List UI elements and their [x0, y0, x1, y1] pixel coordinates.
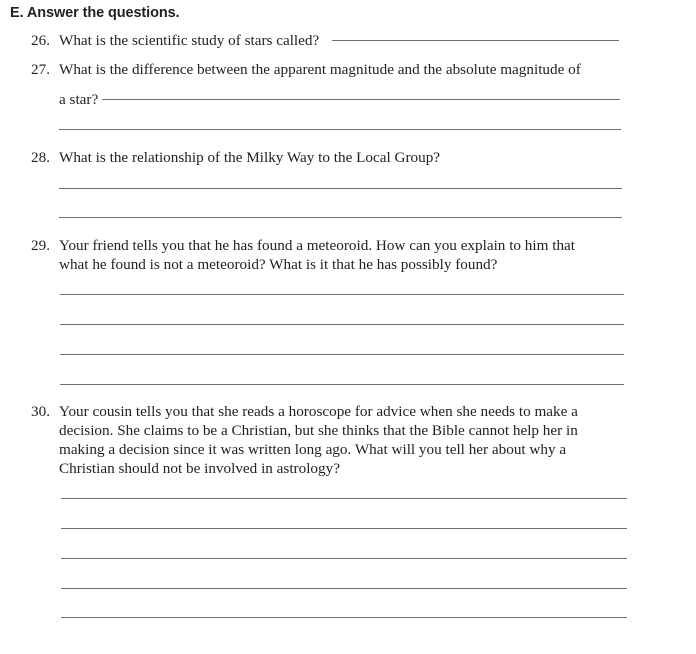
answer-line-27-2[interactable]	[59, 129, 621, 130]
question-number: 30.	[31, 403, 50, 420]
question-number: 26.	[31, 32, 50, 49]
question-text-line: a star?	[59, 91, 99, 108]
question-text-line: Christian should not be involved in astrology?	[59, 460, 340, 477]
answer-line-30-2[interactable]	[61, 528, 627, 529]
answer-line-30-4[interactable]	[61, 588, 627, 589]
answer-line-30-5[interactable]	[61, 617, 627, 618]
question-text-line: Your cousin tells you that she reads a horoscope for advice when she needs to make a	[59, 403, 578, 420]
question-text-line: What is the scientific study of stars called?	[59, 32, 320, 49]
answer-line-30-3[interactable]	[61, 558, 627, 559]
question-number: 27.	[31, 61, 50, 78]
answer-line-28-2[interactable]	[59, 217, 622, 218]
question-number: 29.	[31, 237, 50, 254]
question-text-line: What is the difference between the apparent magnitude and the absolute magnitude of	[59, 61, 581, 78]
answer-line-29-4[interactable]	[60, 384, 624, 385]
question-text-line: making a decision since it was written long ago. What will you tell her about why a	[59, 441, 567, 458]
answer-line-29-1[interactable]	[60, 294, 624, 295]
answer-line-29-2[interactable]	[60, 324, 624, 325]
question-text-line: decision. She claims to be a Christian, but she thinks that the Bible cannot help her in	[59, 422, 578, 439]
question-number: 28.	[31, 149, 50, 166]
question-text-line: Your friend tells you that he has found a meteoroid. How can you explain to him that	[59, 237, 575, 254]
answer-line-30-1[interactable]	[61, 498, 627, 499]
answer-line-26-1[interactable]	[332, 40, 619, 41]
answer-line-28-1[interactable]	[59, 188, 622, 189]
answer-line-27-1[interactable]	[102, 99, 620, 100]
question-text-line: what he found is not a meteoroid? What is it that he has possibly found?	[59, 256, 498, 273]
question-text-line: What is the relationship of the Milky Way to the Local Group?	[59, 149, 441, 166]
section-heading: E. Answer the questions.	[10, 5, 180, 21]
answer-line-29-3[interactable]	[60, 354, 624, 355]
